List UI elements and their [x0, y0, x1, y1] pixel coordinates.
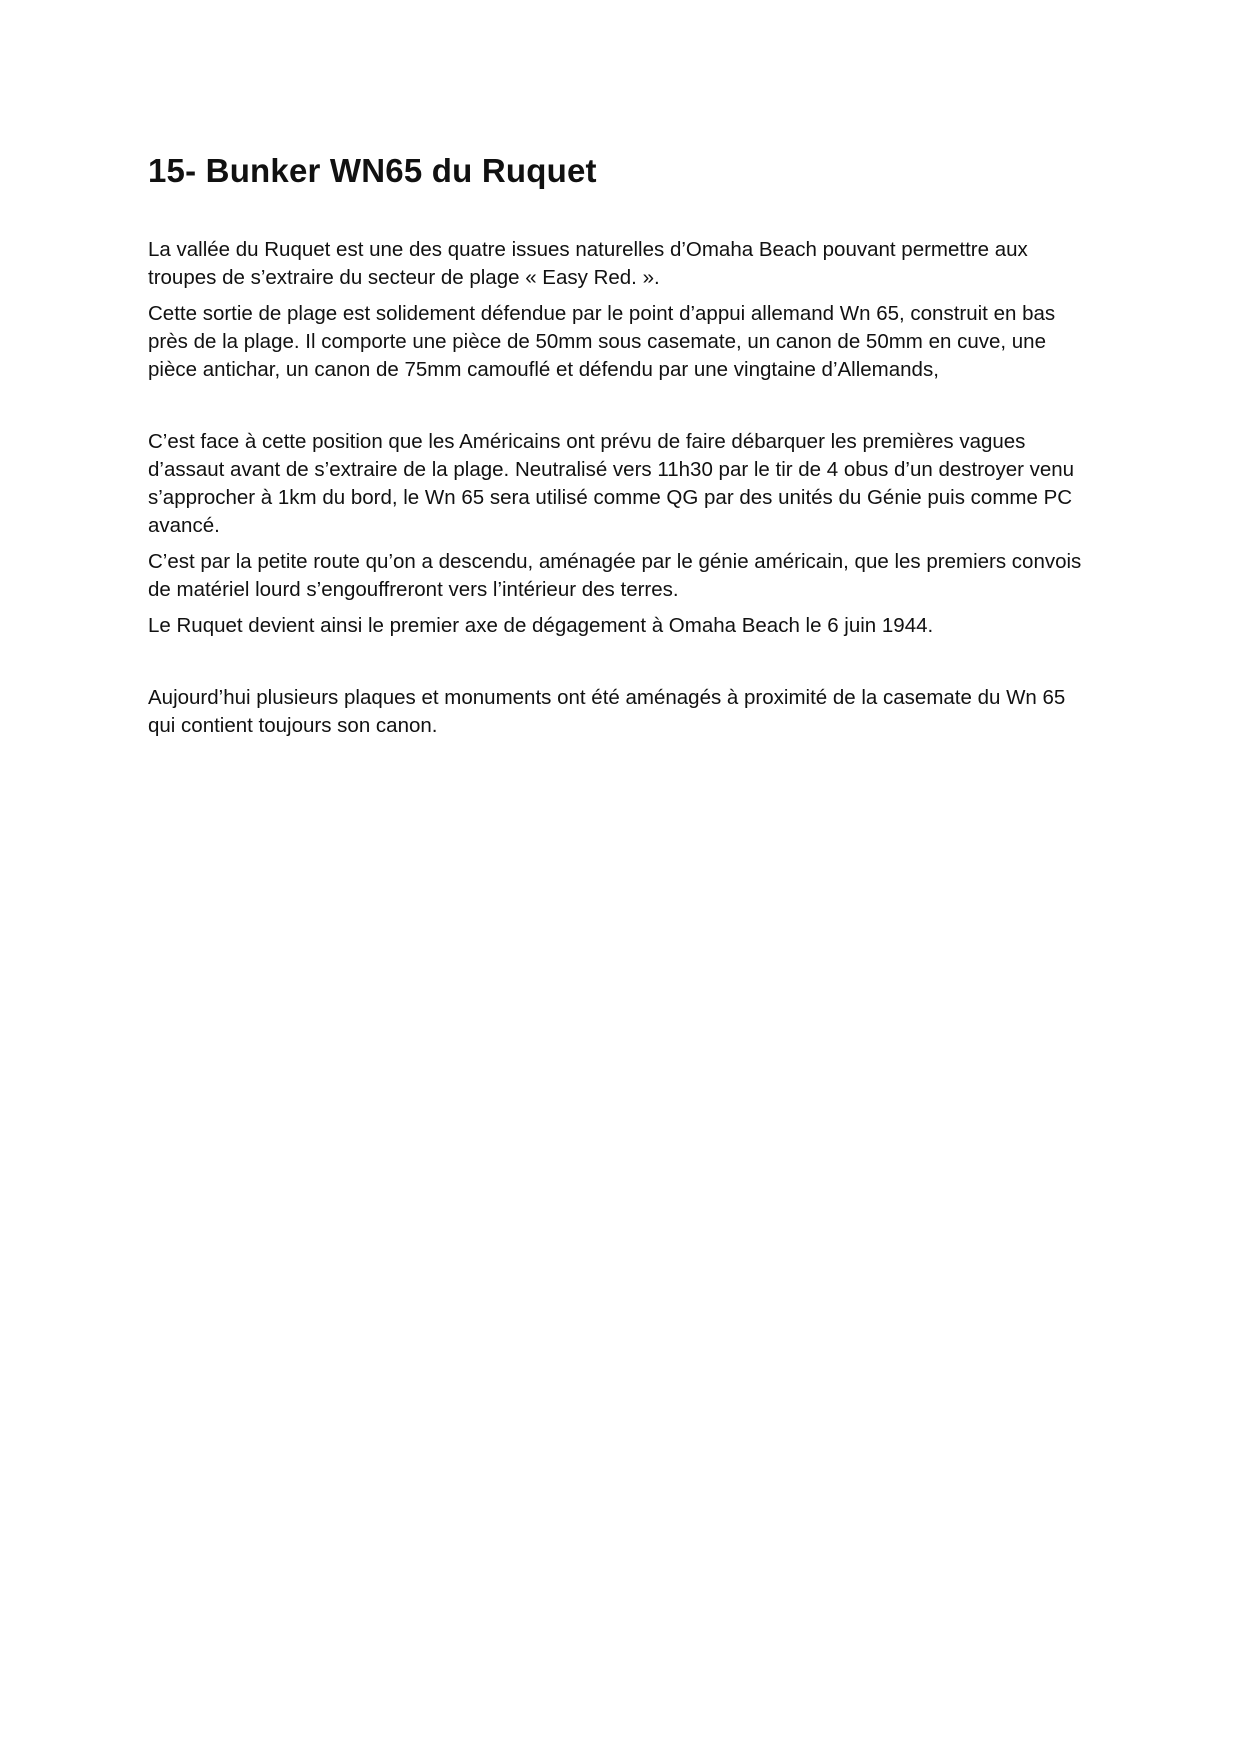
paragraph-ruquet-valley: La vallée du Ruquet est une des quatre issues naturelles d’Omaha Beach pouvant permettre aux troupes de s’extraire du secteur de plage « Easy Red. ». — [148, 238, 1028, 289]
paragraph-small-road: C’est par la petite route qu’on a descendu, aménagée par le génie américain, que les premiers convois de matériel lourd s’engouffreront vers l’intérieur des terres. — [148, 550, 1082, 601]
document-body — [148, 150, 1098, 748]
paragraph-monuments: Aujourd’hui plusieurs plaques et monuments ont été aménagés à proximité de la casemate du Wn 65 qui contient toujours son canon. — [148, 686, 1066, 737]
paragraph-first-axis: Le Ruquet devient ainsi le premier axe de dégagement à Omaha Beach le 6 juin 1944. — [148, 614, 934, 637]
paragraph-landing-position: C’est face à cette position que les Américains ont prévu de faire débarquer les premières vagues d’assaut avant de s’extraire de la plage. Neutralisé vers 11h30 par le tir de 4 obus d’un destroyer venu s’approcher à 1km du bord, le Wn 65 sera utilisé comme QG par des unités du Génie puis comme PC avancé. — [148, 430, 1075, 537]
document-title: 15- Bunker WN65 du Ruquet — [148, 152, 597, 189]
paragraph-wn65-defense: Cette sortie de plage est solidement défendue par le point d’appui allemand Wn 65, construit en bas près de la plage. Il comporte une pièce de 50mm sous casemate, un canon de 50mm en cuve, une pièce antichar, un canon de 75mm camouflé et défendu par une vingtaine d’Allemands, — [148, 302, 1056, 381]
